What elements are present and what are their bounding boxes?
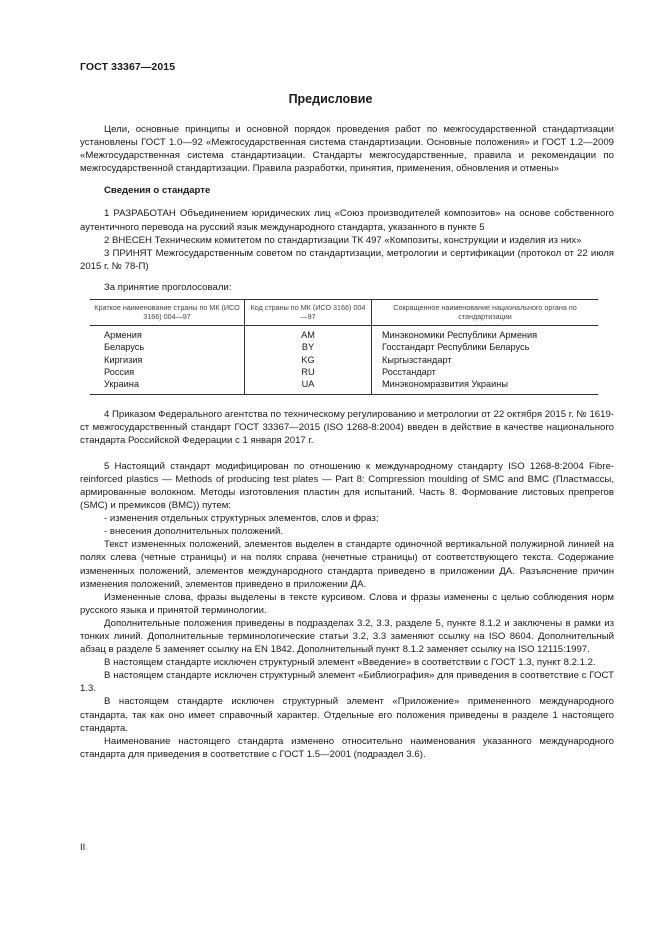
document-code: ГОСТ 33367—2015: [80, 61, 176, 73]
table-header-row: [90, 300, 598, 326]
item-5-intro: 5 Настоящий стандарт модифицирован по отношению к международному стандарту ISO 1268-8:2004 Fibre-reinforced plastics — Methods of producing test plates — Part 8: Compression moulding of SMC and BMC (Пластмассы, армированные волокном. Методы изготовления пластин для испытаний. Часть 8. Формование листовых препрегов (SMC) и премиксов (BMC)) путем:: [80, 460, 614, 512]
body-cell: Минэкономики Республики Армения: [382, 330, 538, 341]
country-cell: Украина: [90, 378, 245, 394]
table-row: [90, 341, 598, 353]
item-5-paragraph-6: В настоящем стандарте исключен структурный элемент «Приложение» примененного международного стандарта, так как оно имеет справочный характер. Отдельные его положения приведены в разделе 1 настоящего стандарта.: [80, 696, 614, 734]
item-1: 1 РАЗРАБОТАН Объединением юридических лиц «Союз производителей композитов» на основе собственного аутентичного перевода на русский язык международного стандарта, указанного в пункте 5: [80, 208, 614, 233]
country-cell: Киргизия: [104, 354, 143, 365]
code-cell: UA: [245, 378, 372, 394]
column-header-country: Краткое наименование страны по МК (ИСО 3166) 004—97: [90, 300, 245, 326]
body-cell: Госстандарт Республики Беларусь: [382, 342, 530, 353]
body-cell: Кыргызстандарт: [382, 354, 452, 365]
document-body: [80, 123, 614, 761]
standard-info-heading: Сведения о стандарте: [104, 185, 211, 197]
intro-paragraph: Цели, основные принципы и основной порядок проведения работ по межгосударственной стандартизации установлены ГОСТ 1.0—92 «Межгосударственная система стандартизации. Основные положения» и ГОСТ 1.2—2009 «Межгосударственная система стандартизации. Стандарты межгосударственные, правила и рекомендации по межгосударственной стандартизации. Правила разработки, принятия, применения, обновления и отмены»: [80, 124, 614, 175]
column-header-code: Код страны по МК (ИСО 3166) 004—97: [245, 300, 372, 326]
country-cell: Беларусь: [104, 342, 145, 353]
item-2: 2 ВНЕСЕН Техническим комитетом по стандартизации ТК 497 «Композиты, конструкции и изделия из них»: [104, 234, 582, 246]
body-cell: Минэкономразвития Украины: [372, 378, 599, 394]
table-row: [90, 366, 598, 378]
item-5-paragraph-1: Текст измененных положений, элементов выделен в стандарте одиночной вертикальной полужирной линией на полях слева (четные страницы) и на полях справа (нечетные страницы) от соответствующего текста. Содержание измененных положений, элементов международного стандарта приведено в приложении ДА. Разъяснение причин изменения положений, элементов приведено в приложении ДА.: [80, 539, 614, 590]
code-cell: RU: [245, 366, 372, 378]
item-5-bullet-1: - изменения отдельных структурных элементов, слов и фраз;: [104, 513, 379, 525]
code-cell: AM: [245, 326, 372, 342]
item-5-paragraph-7: Наименование настоящего стандарта изменено относительно наименования указанного международного стандарта для приведения в соответствие с ГОСТ 1.5—2001 (подраздел 3.6).: [80, 735, 614, 760]
body-cell: Росстандарт: [382, 366, 436, 377]
item-5-bullet-2: - внесения дополнительных положений.: [104, 526, 283, 538]
item-3: 3 ПРИНЯТ Межгосударственным советом по стандартизации, метрологии и сертификации (протокол от 22 июля 2015 г. № 78-П): [80, 247, 614, 272]
column-header-body: Сокращенное наименование национального органа по стандартизации: [372, 300, 599, 326]
country-cell: Армения: [104, 330, 142, 341]
page-title: Предисловие: [288, 92, 373, 106]
table-row: [90, 326, 598, 342]
item-5-paragraph-2: Измененные слова, фразы выделены в тексте курсивом. Слова и фразы изменены с целью соблюдения норм русского языка и принятой терминологии.: [80, 591, 614, 616]
table-row: [90, 354, 598, 366]
votes-table: [90, 299, 598, 394]
code-cell: BY: [245, 341, 372, 353]
country-cell: Россия: [104, 366, 135, 377]
item-5-paragraph-5: В настоящем стандарте исключен структурный элемент «Библиография» для приведения в соответствие с ГОСТ 1.3.: [80, 670, 614, 695]
item-4: 4 Приказом Федерального агентства по техническому регулированию и метрологии от 22 октября 2015 г. № 1619-ст межгосударственный стандарт ГОСТ 33367—2015 (ISO 1268-8:2004) введен в действие в качестве национального стандарта Российской Федерации с 1 января 2017 г.: [80, 408, 614, 446]
page-number: II: [80, 842, 86, 853]
voted-label: За принятие проголосовали:: [104, 281, 232, 293]
item-5-paragraph-4: В настоящем стандарте исключен структурный элемент «Введение» в соответствии с ГОСТ 1.3, пункт 8.2.1.2.: [104, 657, 596, 669]
item-5-paragraph-3: Дополнительные положения приведены в подразделах 3.2, 3.3, разделе 5, пункте 8.1.2 и заключены в рамки из тонких линий. Дополнительные терминологические статьи 3.2, 3.3 заменяют ссылку на ISO 8604. Дополнительный абзац в разделе 5 заменяет ссылку на EN 1842. Дополнительный пункт 8.1.2 заменяет ссылку на ISO 12115:1997.: [80, 617, 614, 656]
code-cell: KG: [245, 354, 372, 366]
table-row: [90, 378, 598, 394]
